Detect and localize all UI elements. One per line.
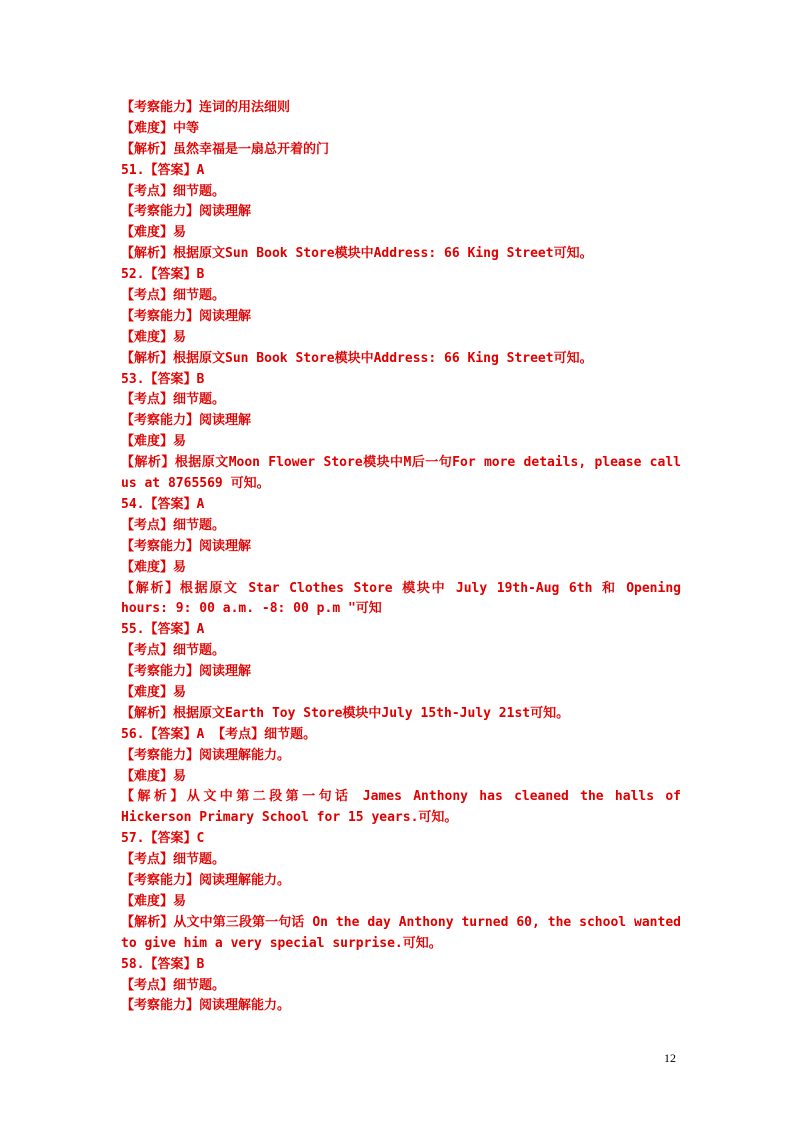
text-line: 【考点】细节题。	[121, 517, 226, 533]
text-line: 【考点】细节题。	[121, 392, 226, 408]
explanation-line: 【解析】根据原文Sun Book Store模块中Address: 66 King Street可知。	[121, 350, 593, 366]
question-answer-line: 55.【答案】A	[121, 622, 205, 638]
text-line: 【难度】易	[121, 329, 187, 345]
question-answer-line: 57.【答案】C	[121, 831, 205, 847]
text-line: 【考点】细节题。	[121, 977, 226, 993]
text-line: 【考察能力】阅读理解	[121, 308, 252, 324]
explanation-paragraph	[121, 913, 681, 955]
question-answer-line: 51.【答案】A	[121, 162, 205, 178]
text-line: 【考点】细节题。	[121, 852, 226, 868]
text-line: 【考察能力】阅读理解	[121, 413, 252, 429]
answer-key-body	[121, 98, 681, 1017]
text-line: 【考点】细节题。	[121, 288, 226, 304]
explanation-paragraph	[121, 787, 681, 829]
text-line: 【难度】易	[121, 893, 187, 909]
text-line: 【考察能力】连词的用法细则	[121, 100, 291, 115]
text-line: 【考点】细节题。	[121, 643, 226, 659]
text-line: 【考点】细节题。	[121, 183, 226, 199]
text-line: 【考察能力】阅读理解	[121, 664, 252, 680]
explanation-text: 【解析】根据原文Moon Flower Store模块中M后一句For more details, please call us at 8765569 可知。	[121, 455, 681, 492]
explanation-text: 【解析】根据原文 Star Clothes Store 模块中 July 19th-Aug 6th 和 Opening hours: 9: 00 a.m. -8: 00 p.m "可知	[121, 580, 681, 617]
text-line: 【考察能力】阅读理解	[121, 538, 252, 554]
explanation-paragraph	[121, 579, 681, 621]
text-line: 【解析】虽然幸福是一扇总开着的门	[121, 141, 330, 157]
text-line: 【考察能力】阅读理解能力。	[121, 747, 291, 763]
text-line: 【考察能力】阅读理解能力。	[121, 998, 291, 1014]
text-line: 【难度】易	[121, 768, 187, 784]
explanation-line: 【解析】根据原文Sun Book Store模块中Address: 66 King Street可知。	[121, 246, 593, 262]
question-answer-line: 52.【答案】B	[121, 267, 205, 283]
text-line: 【难度】中等	[121, 120, 200, 136]
text-line: 【考察能力】阅读理解能力。	[121, 873, 291, 889]
text-line: 【考察能力】阅读理解	[121, 204, 252, 220]
question-answer-line: 54.【答案】A	[121, 496, 205, 512]
page-number: 12	[664, 1051, 676, 1065]
question-answer-line: 56.【答案】A 【考点】细节题。	[121, 726, 317, 742]
question-answer-line: 58.【答案】B	[121, 956, 205, 972]
explanation-text: 【解析】从文中第三段第一句话 On the day Anthony turned 60, the school wanted to give him a very special surprise.可知。	[121, 914, 681, 951]
explanation-paragraph	[121, 453, 681, 495]
text-line: 【难度】易	[121, 225, 187, 241]
text-line: 【难度】易	[121, 685, 187, 700]
question-answer-line: 53.【答案】B	[121, 371, 205, 387]
text-line: 【难度】易	[121, 559, 187, 575]
text-line: 【难度】易	[121, 434, 187, 450]
explanation-line: 【解析】根据原文Earth Toy Store模块中July 15th-July 21st可知。	[121, 705, 570, 721]
explanation-text: 【解析】从文中第二段第一句话 James Anthony has cleaned the halls of Hickerson Primary School for 15 years.可知。	[121, 789, 681, 826]
